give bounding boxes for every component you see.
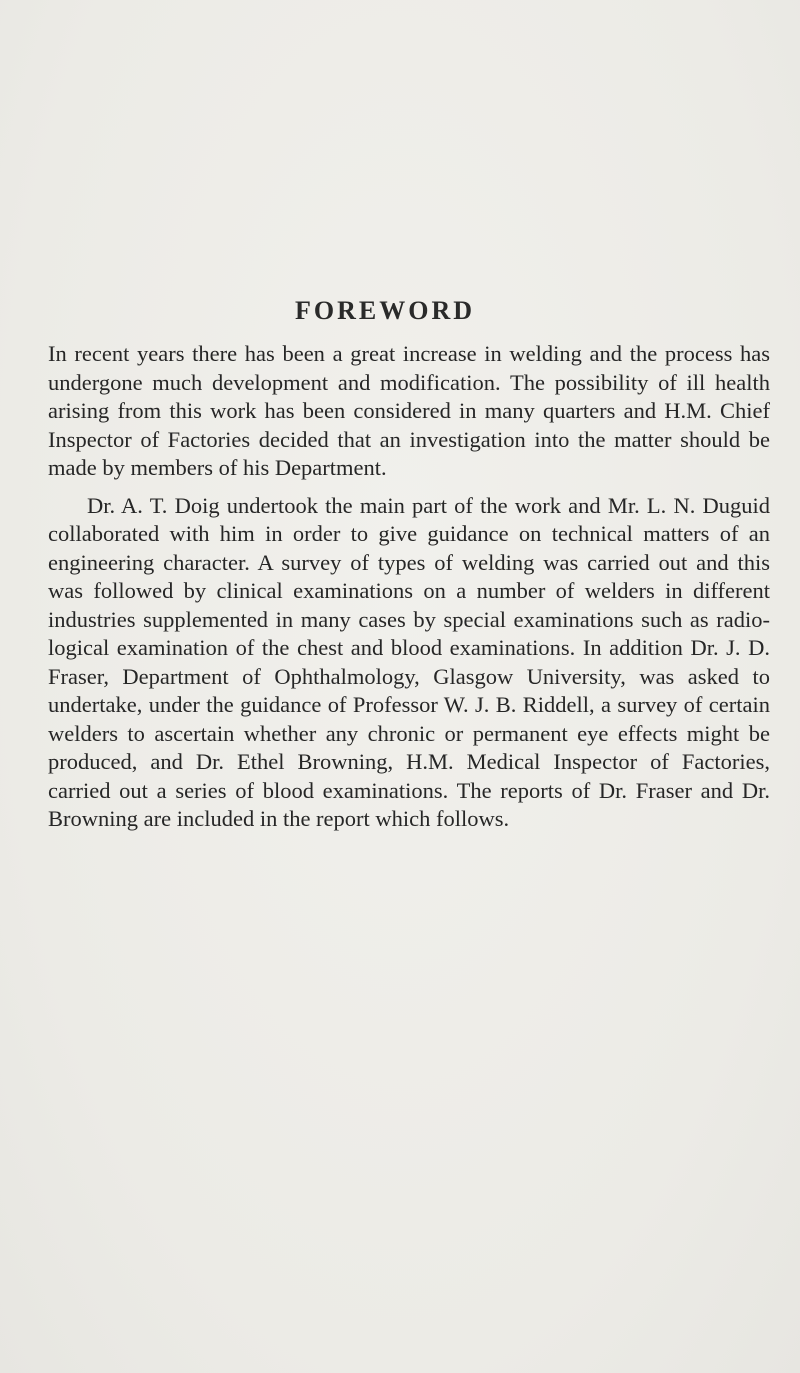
paragraph-1: In recent years there has been a great increase in welding and the process has undergone much development and modification. The possibility of ill health arising from this work has been considered in many quarters and H.M. Chief Inspector of Factories decided that an investigation into the matter should be made by members of his Department. — [48, 341, 770, 480]
paragraph-2: Dr. A. T. Doig undertook the main part of the work and Mr. L. N. Duguid collaborated with him in order to give guidance on technical matters of an engineering character. A survey of types of welding was carried out and this was followed by clinical examinations on a number of welders in different industries supplemented in many cases by special examinations such as radio-logical examination of the chest and blood examinations. In addition Dr. J. D. Fraser, Department of Ophthalmology, Glasgow University, was asked to undertake, under the guidance of Professor W. J. B. Riddell, a survey of certain welders to ascertain whether any chronic or permanent eye effects might be produced, and Dr. Ethel Browning, H.M. Medical Inspector of Factories, carried out a series of blood examinations. The reports of Dr. Fraser and Dr. Browning are included in the report which follows. — [48, 492, 770, 831]
foreword-body — [48, 340, 770, 834]
page-title: FOREWORD — [295, 296, 475, 325]
